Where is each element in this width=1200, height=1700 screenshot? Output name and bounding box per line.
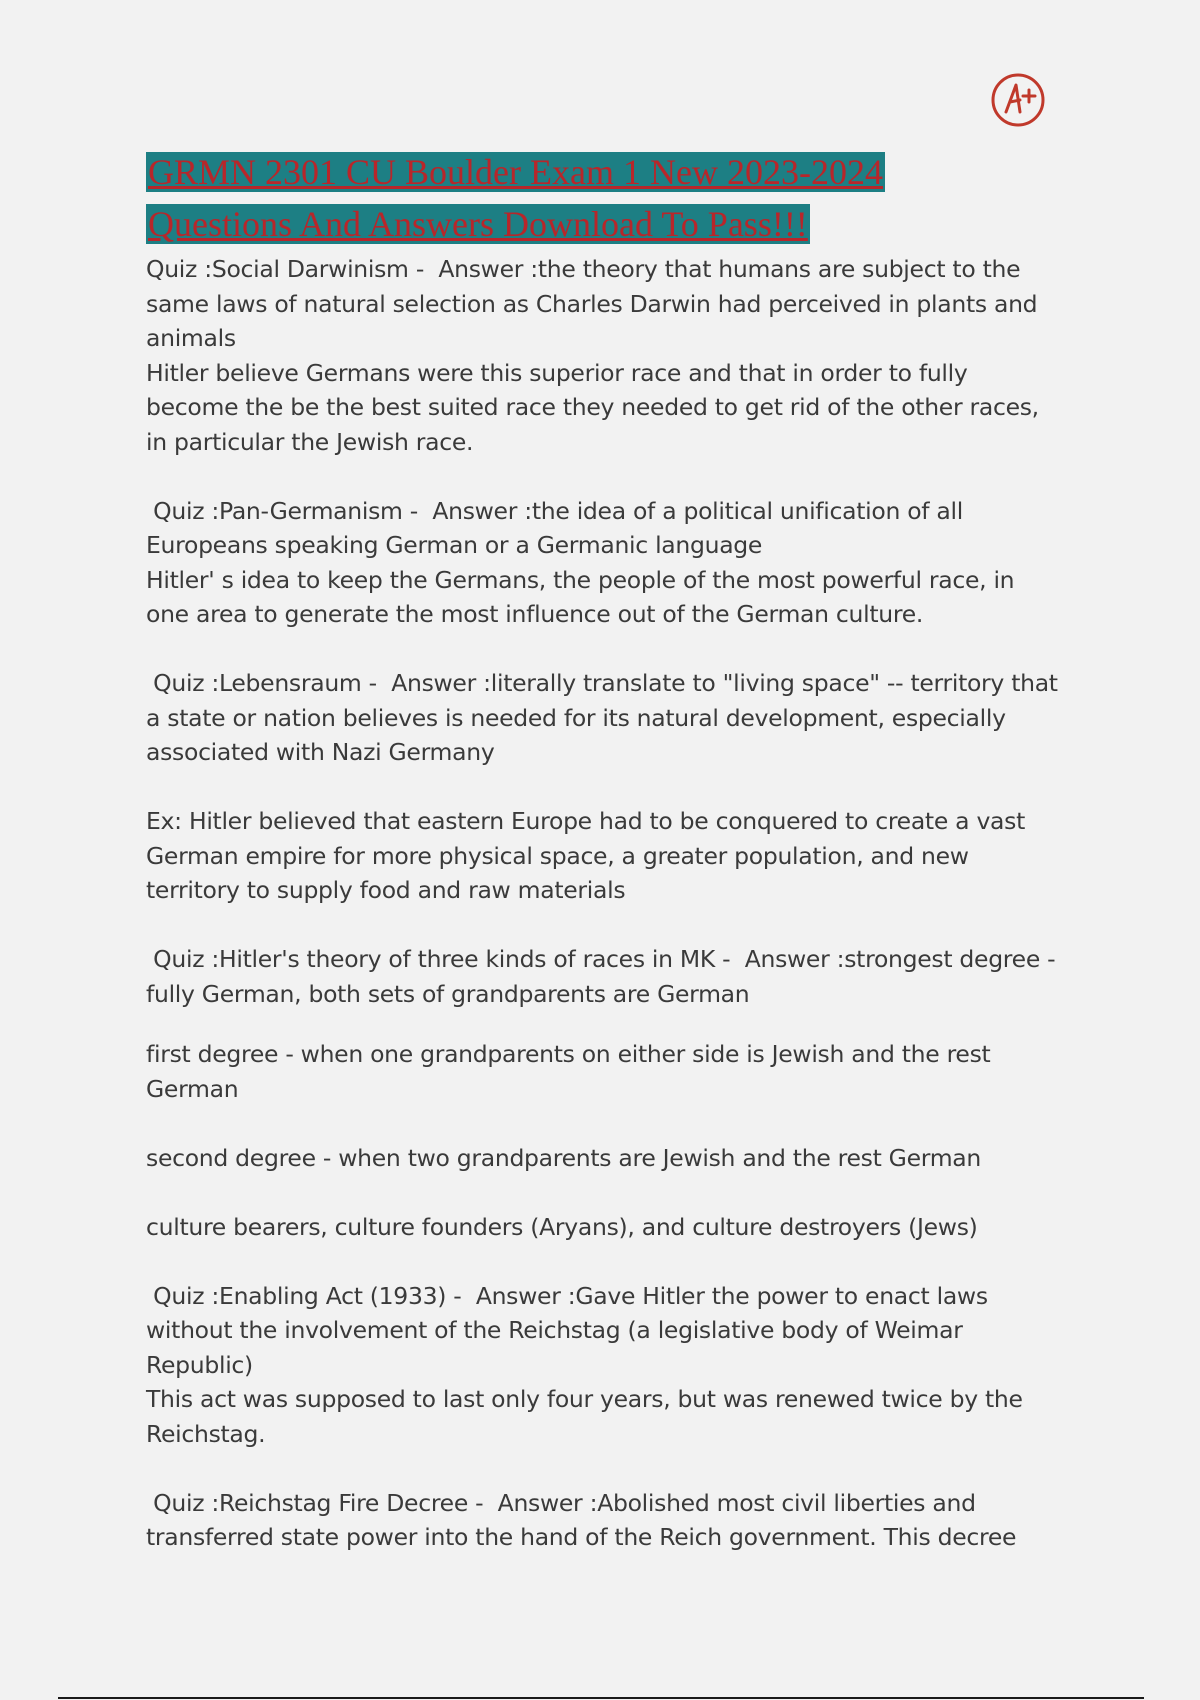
page-bottom-rule	[58, 1697, 1144, 1699]
qa-three-kinds-of-races: Quiz :Hitler's theory of three kinds of races in MK - Answer :strongest degree - fully German, both sets of grandparents are German	[146, 945, 1056, 1008]
document-body	[146, 146, 1066, 1555]
culture-paragraph: culture bearers, culture founders (Aryans), and culture destroyers (Jews)	[146, 1212, 978, 1241]
qa-reichstag-fire-decree: Quiz :Reichstag Fire Decree - Answer :Abolished most civil liberties and transferred state power into the hand of the Reich government. This decree	[146, 1488, 1017, 1551]
qa-pan-germanism: Quiz :Pan-Germanism - Answer :the idea of a political unification of all Europeans speaking German or a Germanic language Hitler' s idea to keep the Germans, the people of the most powerful race, in one area to generate the most influence out of the German culture.	[146, 496, 1015, 628]
document-title	[146, 146, 1066, 250]
first-degree-paragraph: first degree - when one grandparents on either side is Jewish and the rest German	[146, 1040, 991, 1103]
qa-lebensraum: Quiz :Lebensraum - Answer :literally translate to "living space" -- territory that a state or nation believes is needed for its natural development, especially associated with Nazi Germany	[146, 669, 1058, 766]
lebensraum-example: Ex: Hitler believed that eastern Europe had to be conquered to create a vast German empire for more physical space, a greater population, and new territory to supply food and raw materials	[146, 807, 1026, 904]
qa-enabling-act: Quiz :Enabling Act (1933) - Answer :Gave Hitler the power to enact laws without the involvement of the Reichstag (a legislative body of Weimar Republic) This act was supposed to last only four years, but was renewed twice by the Reichstag.	[146, 1281, 1023, 1448]
qa-social-darwinism: Quiz :Social Darwinism - Answer :the theory that humans are subject to the same laws of natural selection as Charles Darwin had perceived in plants and animals Hitler believe Germans were this superior race and that in order to fully become the be the best suited race they needed to get rid of the other races, in particular the Jewish race.	[146, 255, 1039, 456]
a-plus-grade-stamp-icon	[990, 72, 1046, 128]
title-line-1: GRMN 2301 CU Boulder Exam 1 New 2023-2024	[148, 152, 883, 192]
title-line-2: Questions And Answers Download To Pass!!!	[148, 204, 808, 244]
second-degree-paragraph: second degree - when two grandparents are Jewish and the rest German	[146, 1143, 981, 1172]
